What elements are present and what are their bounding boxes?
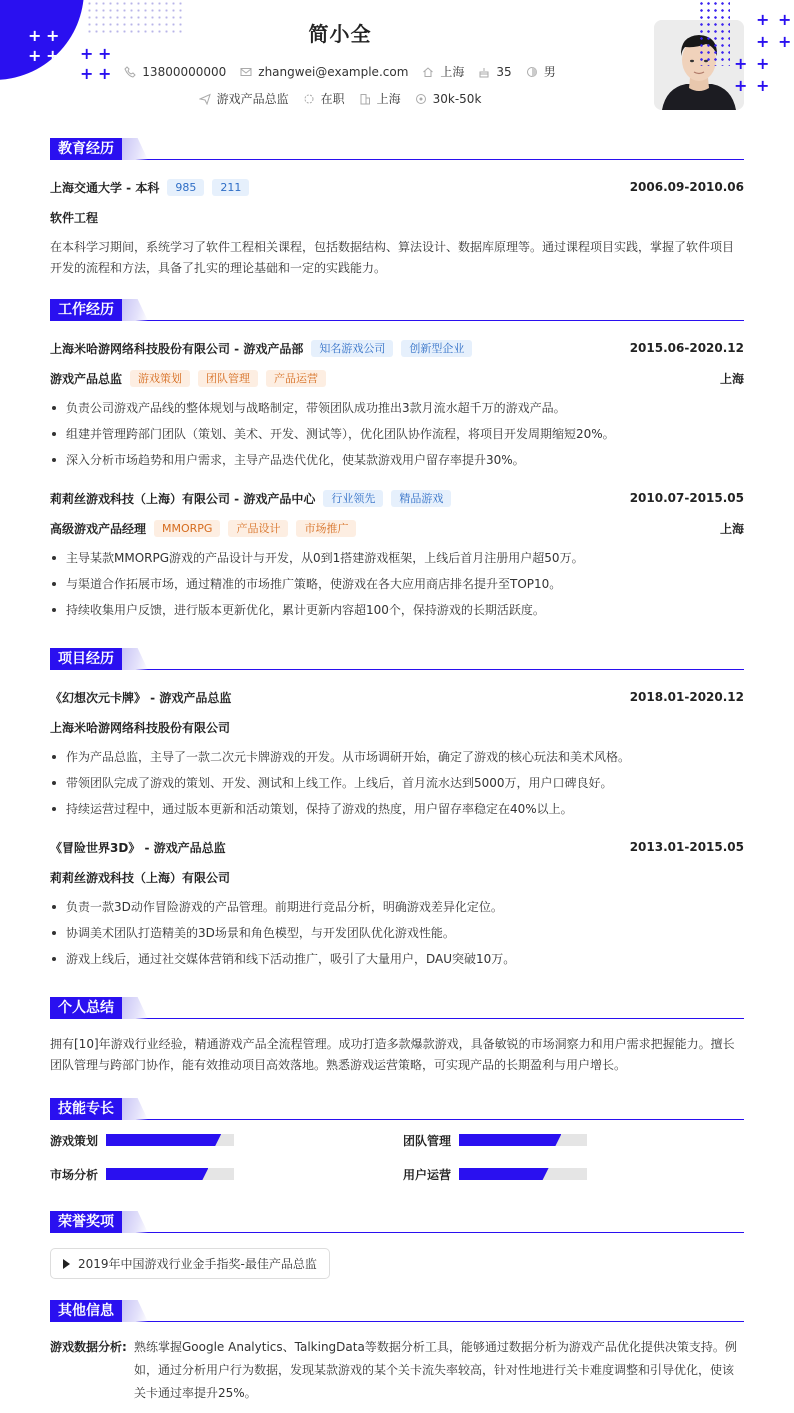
section-title: 技能专长 (50, 1098, 122, 1120)
school-name: 上海交通大学 - 本科 (50, 180, 160, 195)
education-period: 2006.09-2010.06 (629, 180, 744, 194)
school-tag: 985 (167, 179, 204, 196)
skill-name: 市场分析 (50, 1167, 99, 1182)
work-item (50, 333, 744, 473)
company-tag: 行业领先 (323, 490, 383, 507)
education-row (50, 172, 744, 202)
target-city-info (359, 90, 401, 107)
plus-decoration-icon: + (756, 10, 770, 29)
education-section (50, 138, 744, 279)
list-item: 组建并管理跨部门团队（策划、美术、开发、测试等），优化团队协作流程，将项目开发周期缩短20%。 (50, 421, 744, 447)
job-intent-row (0, 90, 680, 107)
other-info-label: 游戏数据分析: (50, 1340, 127, 1354)
plus-decoration-icon: + (756, 76, 770, 95)
skill-fill (459, 1134, 561, 1146)
section-title: 教育经历 (50, 138, 122, 160)
age-info (478, 63, 511, 80)
email-info (240, 63, 408, 80)
project-bullets (50, 744, 744, 822)
section-title-accent (122, 648, 148, 670)
project-section (50, 648, 744, 972)
age: 35 (496, 64, 512, 79)
play-triangle-icon (63, 1259, 70, 1269)
work-bullets (50, 545, 744, 623)
list-item: 作为产品总监，主导了一款二次元卡牌游戏的开发。从市场调研开始，确定了游戏的核心玩法和美术风格。 (50, 744, 744, 770)
skill-name: 团队管理 (403, 1133, 452, 1148)
project-company-row (50, 862, 744, 892)
company-name: 莉莉丝游戏科技（上海）有限公司 - 游戏产品中心 (50, 491, 316, 506)
phone-icon (124, 66, 136, 78)
money-icon (415, 93, 427, 105)
project-period: 2018.01-2020.12 (629, 690, 744, 704)
job-role: 游戏产品总监 (50, 371, 123, 386)
dot-pattern-decoration (698, 0, 730, 66)
list-item: 深入分析市场趋势和用户需求，主导产品迭代优化，使某款游戏用户留存率提升30%。 (50, 447, 744, 473)
plus-decoration-icon: + (756, 54, 770, 73)
summary-section (50, 997, 744, 1076)
role-row (50, 363, 744, 393)
project-company: 莉莉丝游戏科技（上海）有限公司 (50, 870, 231, 885)
skills-section (50, 1098, 744, 1184)
role-tag: 团队管理 (198, 370, 258, 387)
list-item: 持续运营过程中，通过版本更新和活动策划，保持了游戏的热度，用户留存率稳定在40%以上。 (50, 796, 744, 822)
employment-status: 在职 (320, 92, 345, 106)
work-period: 2015.06-2020.12 (629, 341, 744, 355)
project-item (50, 682, 744, 822)
phone-info (124, 63, 226, 80)
status-info (303, 90, 345, 107)
plus-decoration-icon: + (778, 32, 792, 51)
plus-decoration-icon: + (80, 44, 94, 63)
other-info-text: 熟练掌握Google Analytics、TalkingData等数据分析工具，能够通过数据分析为游戏产品优化提供决策支持。例如，通过分析用户行为数据，发现某款游戏的某个关卡流失率较高，针对性地进行关卡难度调整和引导优化，使该关卡通过率提升25%。 (134, 1340, 737, 1400)
section-title-accent (122, 1300, 148, 1322)
plus-decoration-icon: + (734, 54, 748, 73)
skill-name: 用户运营 (403, 1167, 452, 1182)
awards-section (50, 1211, 744, 1279)
plus-decoration-icon: + (756, 32, 770, 51)
work-item (50, 483, 744, 623)
phone-number: 13800000000 (142, 64, 227, 79)
project-company: 上海米哈游网络科技股份有限公司 (50, 720, 231, 735)
gender-icon (526, 66, 538, 78)
skills-grid (50, 1120, 744, 1184)
skill-name: 游戏策划 (50, 1133, 99, 1148)
role-tag: 产品设计 (228, 520, 288, 537)
list-item: 游戏上线后，通过社交媒体营销和线下活动推广，吸引了大量用户，DAU突破10万。 (50, 946, 744, 972)
section-header (50, 138, 744, 160)
plus-decoration-icon: + (98, 44, 112, 63)
list-item: 负责公司游戏产品线的整体规划与战略制定，带领团队成功推出3款月流水超千万的游戏产品。 (50, 395, 744, 421)
plus-decoration-icon: + (734, 76, 748, 95)
role-tag: 产品运营 (266, 370, 326, 387)
salary-info (415, 90, 482, 107)
project-bullets (50, 894, 744, 972)
project-row (50, 832, 744, 862)
other-section (50, 1300, 744, 1405)
major-row (50, 202, 744, 232)
company-tag: 精品游戏 (391, 490, 451, 507)
company-name: 上海米哈游网络科技股份有限公司 - 游戏产品部 (50, 341, 304, 356)
project-company-row (50, 712, 744, 742)
section-header (50, 997, 744, 1019)
list-item: 带领团队完成了游戏的策划、开发、测试和上线工作。上线后，首月流水达到5000万，用户口碑良好。 (50, 770, 744, 796)
company-tag: 创新型企业 (401, 340, 472, 357)
work-bullets (50, 395, 744, 473)
project-name: 《冒险世界3D》 - 游戏产品总监 (50, 840, 226, 855)
contact-info-row (0, 63, 680, 83)
target-city: 上海 (376, 92, 401, 106)
company-row (50, 333, 744, 363)
section-title: 项目经历 (50, 648, 122, 670)
job-role: 高级游戏产品经理 (50, 521, 147, 536)
gender: 男 (543, 65, 556, 79)
award-text: 2019年中国游戏行业金手指奖-最佳产品总监 (78, 1257, 317, 1271)
work-location: 上海 (719, 521, 744, 536)
school-tag: 211 (212, 179, 249, 196)
work-location: 上海 (719, 371, 744, 386)
section-title: 个人总结 (50, 997, 122, 1019)
section-title: 其他信息 (50, 1300, 122, 1322)
skill-fill (106, 1168, 208, 1180)
section-title-accent (122, 1211, 148, 1233)
plus-decoration-icon: + (28, 46, 42, 65)
work-period: 2010.07-2015.05 (629, 491, 744, 505)
skill-bar (459, 1134, 587, 1146)
section-title: 荣誉奖项 (50, 1211, 122, 1233)
section-header (50, 1300, 744, 1322)
section-title: 工作经历 (50, 299, 122, 321)
gender-info (526, 63, 556, 80)
project-row (50, 682, 744, 712)
role-tag: 游戏策划 (130, 370, 190, 387)
list-item: 持续收集用户反馈，进行版本更新优化，累计更新内容超100个，保持游戏的长期活跃度。 (50, 597, 744, 623)
other-info-row (50, 1322, 744, 1405)
summary-text: 拥有[10]年游戏行业经验，精通游戏产品全流程管理。成功打造多款爆款游戏，具备敏锐的市场洞察力和用户需求把握能力。擅长团队管理与跨部门协作，能有效推动项目高效落地。熟悉游戏运营策略，可实现产品的长期盈利与用户增长。 (50, 1037, 735, 1072)
home-icon (422, 66, 434, 78)
list-item: 负责一款3D动作冒险游戏的产品管理。前期进行竞品分析，明确游戏差异化定位。 (50, 894, 744, 920)
city: 上海 (440, 65, 465, 79)
plus-decoration-icon: + (98, 64, 112, 83)
plus-decoration-icon: + (778, 10, 792, 29)
role-tag: MMORPG (154, 520, 220, 537)
target-position-info (199, 90, 289, 107)
email-address: zhangwei@example.com (258, 64, 409, 79)
section-title-accent (122, 997, 148, 1019)
email-icon (240, 66, 252, 78)
skill-bar (459, 1168, 587, 1180)
plus-decoration-icon: + (28, 26, 42, 45)
send-icon (199, 93, 211, 105)
plus-decoration-icon: + (46, 46, 60, 65)
target-position: 游戏产品总监 (216, 92, 289, 106)
building-icon (359, 93, 371, 105)
section-title-accent (122, 138, 148, 160)
skill-fill (459, 1168, 549, 1180)
section-header (50, 1098, 744, 1120)
status-icon (303, 93, 315, 105)
plus-decoration-icon: + (80, 64, 94, 83)
role-tag: 市场推广 (296, 520, 356, 537)
company-row (50, 483, 744, 513)
skill-item (403, 1130, 744, 1150)
skill-item (50, 1164, 403, 1184)
skill-item (50, 1130, 403, 1150)
list-item: 与渠道合作拓展市场，通过精准的市场推广策略，使游戏在各大应用商店排名提升至TOP10。 (50, 571, 744, 597)
list-item: 协调美术团队打造精美的3D场景和角色模型，与开发团队优化游戏性能。 (50, 920, 744, 946)
cake-icon (478, 66, 490, 78)
project-name: 《幻想次元卡牌》 - 游戏产品总监 (50, 690, 232, 705)
list-item: 主导某款MMORPG游戏的产品设计与开发，从0到1搭建游戏框架，上线后首月注册用户超50万。 (50, 545, 744, 571)
section-header (50, 1211, 744, 1233)
section-title-accent (122, 299, 148, 321)
section-header (50, 648, 744, 670)
role-row (50, 513, 744, 543)
work-section (50, 299, 744, 623)
education-description: 在本科学习期间，系统学习了软件工程相关课程，包括数据结构、算法设计、数据库原理等。通过课程项目实践，掌握了软件项目开发的流程和方法，具备了扎实的理论基础和一定的实践能力。 (50, 240, 735, 275)
skill-item (403, 1164, 744, 1184)
skill-fill (106, 1134, 221, 1146)
expected-salary: 30k-50k (432, 91, 482, 106)
section-header (50, 299, 744, 321)
skill-bar (106, 1134, 234, 1146)
section-title-accent (122, 1098, 148, 1120)
skill-bar (106, 1168, 234, 1180)
city-info (422, 63, 464, 80)
major: 软件工程 (50, 210, 99, 225)
company-tag: 知名游戏公司 (311, 340, 393, 357)
plus-decoration-icon: + (46, 26, 60, 45)
project-item (50, 832, 744, 972)
candidate-name: 简小全 (308, 22, 372, 46)
award-item (50, 1248, 330, 1279)
project-period: 2013.01-2015.05 (629, 840, 744, 854)
